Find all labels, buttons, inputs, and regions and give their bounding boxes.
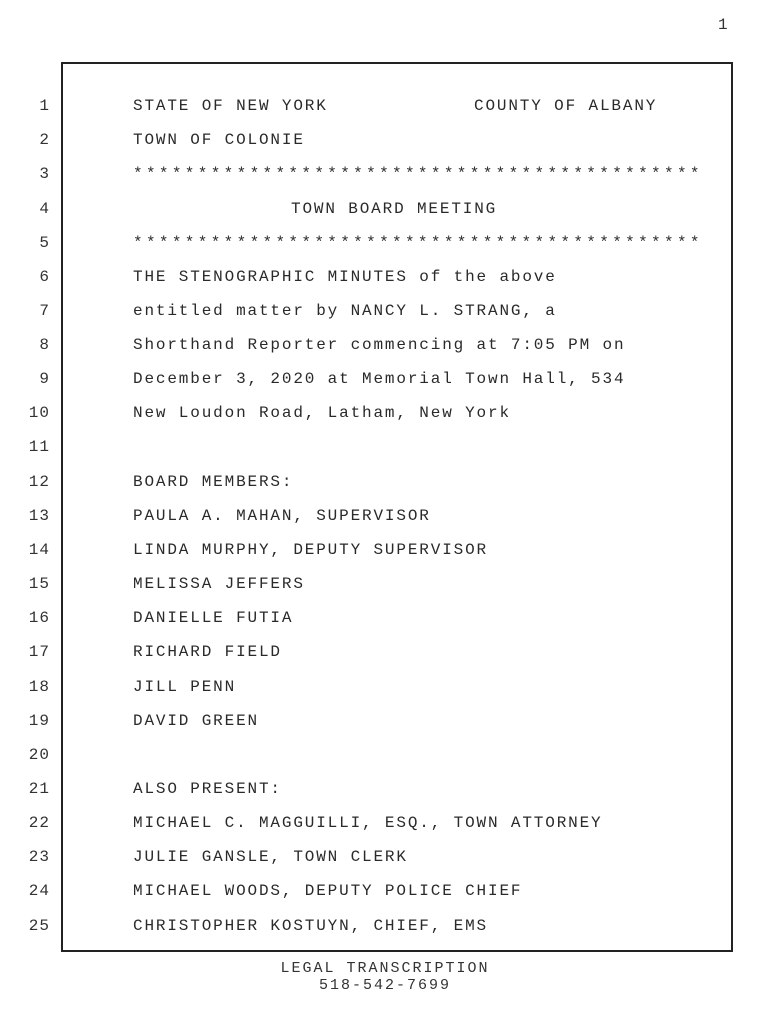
board-member: LINDA MURPHY, DEPUTY SUPERVISOR [133, 541, 488, 559]
line-number: 22 [28, 814, 50, 832]
line-number: 20 [28, 746, 50, 764]
line-number: 23 [28, 848, 50, 866]
line-number: 7 [39, 302, 50, 320]
separator-line: ******************************************** [133, 234, 703, 252]
line-number: 3 [39, 165, 50, 183]
separator-line: ******************************************** [133, 165, 703, 183]
board-member: DANIELLE FUTIA [133, 609, 294, 627]
line-number: 6 [39, 268, 50, 286]
line-number: 15 [28, 575, 50, 593]
county-line: COUNTY OF ALBANY [474, 97, 658, 115]
also-present-person: JULIE GANSLE, TOWN CLERK [133, 848, 408, 866]
meeting-title: TOWN BOARD MEETING [291, 200, 498, 218]
line-number: 2 [39, 131, 50, 149]
intro-line: entitled matter by NANCY L. STRANG, a [133, 302, 557, 320]
line-number: 8 [39, 336, 50, 354]
intro-line: New Loudon Road, Latham, New York [133, 404, 511, 422]
line-number: 4 [39, 200, 50, 218]
intro-line: December 3, 2020 at Memorial Town Hall, 534 [133, 370, 626, 388]
line-number: 11 [28, 438, 50, 456]
also-present-heading: ALSO PRESENT: [133, 780, 282, 798]
board-member: RICHARD FIELD [133, 643, 282, 661]
line-number: 18 [28, 678, 50, 696]
board-member: MELISSA JEFFERS [133, 575, 305, 593]
line-number: 5 [39, 234, 50, 252]
state-line: STATE OF NEW YORK [133, 97, 328, 115]
also-present-person: MICHAEL WOODS, DEPUTY POLICE CHIEF [133, 882, 523, 900]
line-number: 16 [28, 609, 50, 627]
board-member: DAVID GREEN [133, 712, 259, 730]
line-number: 17 [28, 643, 50, 661]
line-number: 9 [39, 370, 50, 388]
line-number: 14 [28, 541, 50, 559]
line-number: 1 [39, 97, 50, 115]
board-members-heading: BOARD MEMBERS: [133, 473, 294, 491]
footer-phone: 518-542-7699 [318, 977, 452, 994]
line-number: 21 [28, 780, 50, 798]
line-number: 13 [28, 507, 50, 525]
footer-company: LEGAL TRANSCRIPTION [280, 960, 490, 977]
board-member: PAULA A. MAHAN, SUPERVISOR [133, 507, 431, 525]
intro-line: Shorthand Reporter commencing at 7:05 PM on [133, 336, 626, 354]
town-line: TOWN OF COLONIE [133, 131, 305, 149]
intro-line: THE STENOGRAPHIC MINUTES of the above [133, 268, 557, 286]
footer [0, 960, 770, 994]
line-number: 19 [28, 712, 50, 730]
line-number: 10 [28, 404, 50, 422]
also-present-person: CHRISTOPHER KOSTUYN, CHIEF, EMS [133, 917, 488, 935]
line-number: 12 [28, 473, 50, 491]
line-number: 24 [28, 882, 50, 900]
board-member: JILL PENN [133, 678, 237, 696]
line-number: 25 [28, 917, 50, 935]
also-present-person: MICHAEL C. MAGGUILLI, ESQ., TOWN ATTORNEY [133, 814, 603, 832]
page-number: 1 [718, 16, 728, 34]
